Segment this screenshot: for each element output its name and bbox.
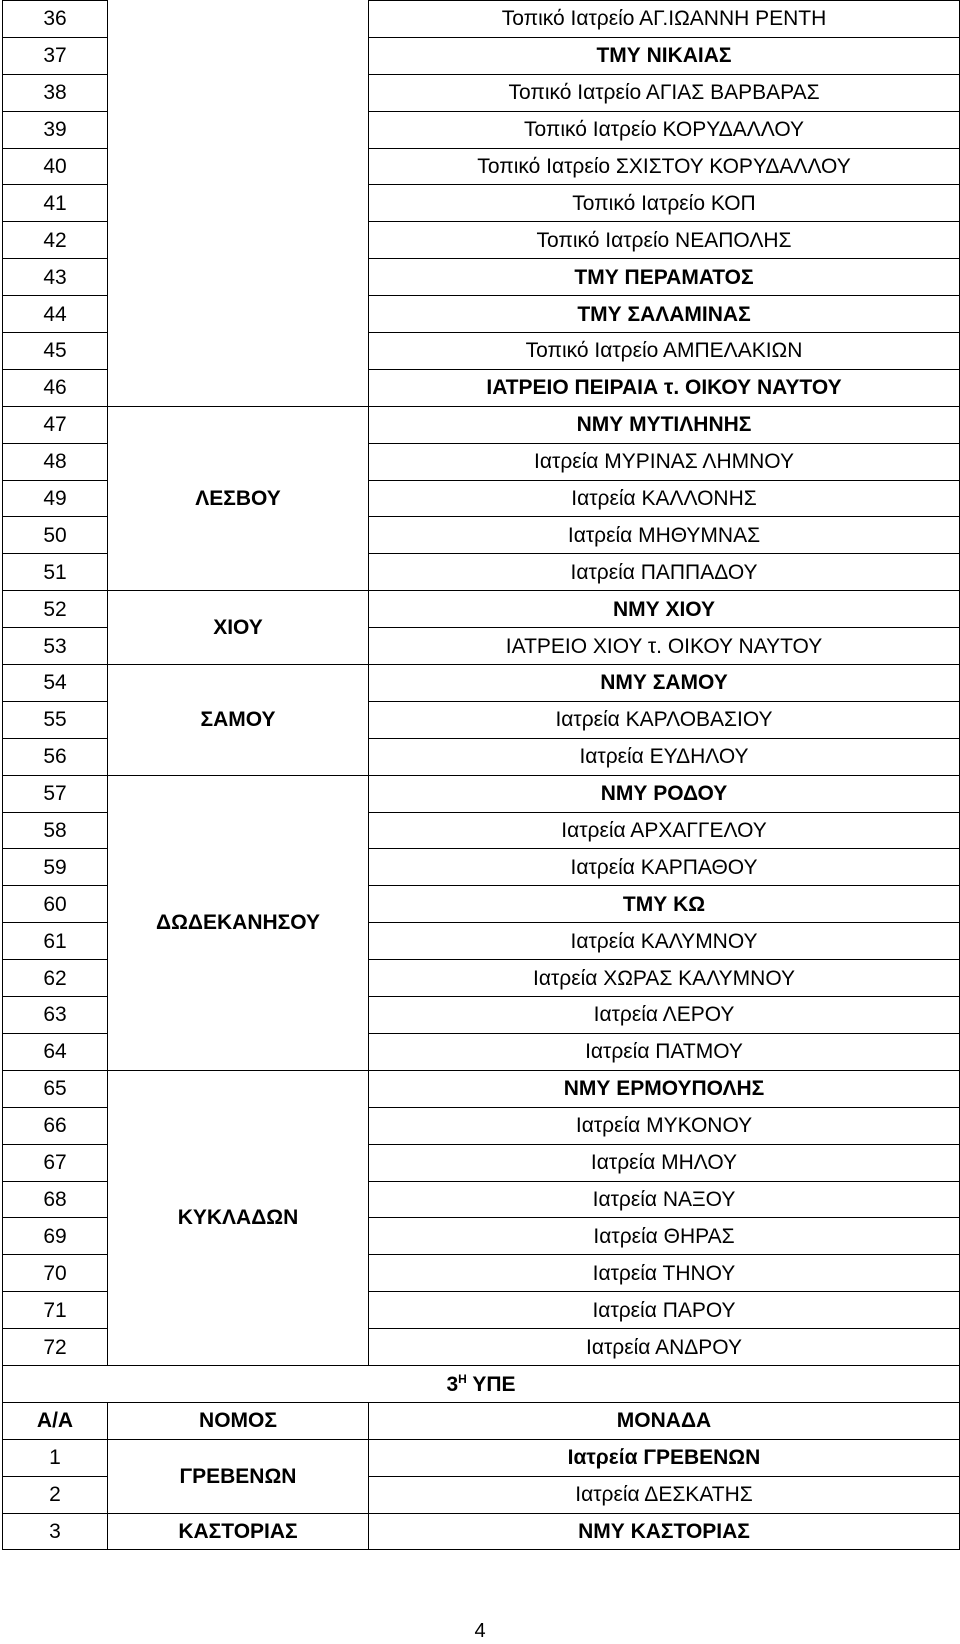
unit-name: Ιατρεία ΕΥΔΗΛΟΥ [369,738,960,775]
row-number: 62 [3,960,108,997]
unit-name: ΤΜΥ ΚΩ [369,886,960,923]
unit-name: ΤΜΥ ΣΑΛΑΜΙΝΑΣ [369,296,960,333]
table-row [3,775,960,812]
row-number: 1 [3,1439,108,1476]
unit-name: Τοπικό Ιατρείο ΑΓ.ΙΩΑΝΝΗ ΡΕΝΤΗ [369,1,960,38]
row-number: 42 [3,222,108,259]
unit-name: Ιατρεία ΚΑΛΥΜΝΟΥ [369,923,960,960]
header-nomos: ΝΟΜΟΣ [108,1402,369,1439]
row-number: 71 [3,1292,108,1329]
section-label: ΥΠΕ [472,1372,516,1396]
row-number: 72 [3,1329,108,1366]
unit-name: Ιατρεία ΜΗΘΥΜΝΑΣ [369,517,960,554]
nomos-samou: ΣΑΜΟΥ [108,665,369,776]
row-number: 2 [3,1476,108,1513]
row-number: 50 [3,517,108,554]
section-number: 3 [446,1372,459,1396]
nomos-kykladon: ΚΥΚΛΑΔΩΝ [108,1070,369,1365]
table-row [3,1,960,38]
unit-name: Ιατρεία ΠΑΤΜΟΥ [369,1033,960,1070]
header-monada: ΜΟΝΑΔΑ [369,1402,960,1439]
unit-name: Τοπικό Ιατρείο ΑΓΙΑΣ ΒΑΡΒΑΡΑΣ [369,74,960,111]
unit-name: Ιατρεία ΝΑΞΟΥ [369,1181,960,1218]
unit-name: Τοπικό Ιατρείο ΚΟΡΥΔΑΛΛΟΥ [369,111,960,148]
row-number: 41 [3,185,108,222]
nomos-lesvou: ΛΕΣΒΟΥ [108,406,369,590]
row-number: 64 [3,1033,108,1070]
unit-name: Ιατρεία ΑΝΔΡΟΥ [369,1329,960,1366]
row-number: 61 [3,923,108,960]
unit-name: Ιατρεία ΓΡΕΒΕΝΩΝ [369,1439,960,1476]
unit-name: Ιατρεία ΘΗΡΑΣ [369,1218,960,1255]
row-number: 54 [3,665,108,702]
row-number: 40 [3,148,108,185]
table-row [3,406,960,443]
row-number: 52 [3,591,108,628]
unit-name: ΝΜΥ ΚΑΣΤΟΡΙΑΣ [369,1513,960,1550]
row-number: 51 [3,554,108,591]
unit-name: Ιατρεία ΧΩΡΑΣ ΚΑΛΥΜΝΟΥ [369,960,960,997]
row-number: 55 [3,701,108,738]
header-aa: Α/Α [3,1402,108,1439]
unit-name: ΤΜΥ ΝΙΚΑΙΑΣ [369,37,960,74]
unit-name: Τοπικό Ιατρείο ΑΜΠΕΛΑΚΙΩΝ [369,333,960,370]
row-number: 58 [3,812,108,849]
unit-name: Ιατρεία ΜΥΡΙΝΑΣ ΛΗΜΝΟΥ [369,443,960,480]
section-row [3,1365,960,1402]
unit-name: ΝΜΥ ΡΟΔΟΥ [369,775,960,812]
table-row [3,665,960,702]
row-number: 65 [3,1070,108,1107]
unit-name: ΝΜΥ ΜΥΤΙΛΗΝΗΣ [369,406,960,443]
row-number: 46 [3,369,108,406]
unit-name: Τοπικό Ιατρείο ΣΧΙΣΤΟΥ ΚΟΡΥΔΑΛΛΟΥ [369,148,960,185]
nomos-kastorias: ΚΑΣΤΟΡΙΑΣ [108,1513,369,1550]
section-superscript: Η [458,1371,467,1386]
unit-name: Ιατρεία ΛΕΡΟΥ [369,997,960,1034]
unit-name: ΤΜΥ ΠΕΡΑΜΑΤΟΣ [369,259,960,296]
unit-name: Ιατρεία ΚΑΛΛΟΝΗΣ [369,480,960,517]
row-number: 37 [3,37,108,74]
nomos-dodekanisou: ΔΩΔΕΚΑΝΗΣΟΥ [108,775,369,1070]
table-row [3,591,960,628]
unit-name: Ιατρεία ΜΥΚΟΝΟΥ [369,1107,960,1144]
row-number: 60 [3,886,108,923]
nomos-chiou: ΧΙΟΥ [108,591,369,665]
unit-name: ΙΑΤΡΕΙΟ ΧΙΟΥ τ. ΟΙΚΟΥ ΝΑΥΤΟΥ [369,628,960,665]
unit-name: Ιατρεία ΜΗΛΟΥ [369,1144,960,1181]
row-number: 70 [3,1255,108,1292]
unit-name: Ιατρεία ΔΕΣΚΑΤΗΣ [369,1476,960,1513]
row-number: 45 [3,333,108,370]
unit-name: Ιατρεία ΑΡΧΑΓΓΕΛΟΥ [369,812,960,849]
row-number: 63 [3,997,108,1034]
row-number: 56 [3,738,108,775]
section-title [3,1365,960,1402]
unit-name: ΝΜΥ ΧΙΟΥ [369,591,960,628]
row-number: 68 [3,1181,108,1218]
table-row [3,1439,960,1476]
row-number: 47 [3,406,108,443]
unit-name: Ιατρεία ΠΑΠΠΑΔΟΥ [369,554,960,591]
row-number: 48 [3,443,108,480]
unit-name: Ιατρεία ΤΗΝΟΥ [369,1255,960,1292]
unit-name: Τοπικό Ιατρείο ΚΟΠ [369,185,960,222]
unit-name: ΙΑΤΡΕΙΟ ΠΕΙΡΑΙΑ τ. ΟΙΚΟΥ ΝΑΥΤΟΥ [369,369,960,406]
nomos-grevenon: ΓΡΕΒΕΝΩΝ [108,1439,369,1513]
unit-name: ΝΜΥ ΕΡΜΟΥΠΟΛΗΣ [369,1070,960,1107]
unit-name: ΝΜΥ ΣΑΜΟΥ [369,665,960,702]
row-number: 39 [3,111,108,148]
row-number: 69 [3,1218,108,1255]
row-number: 36 [3,1,108,38]
units-table [2,0,960,1550]
row-number: 49 [3,480,108,517]
row-number: 57 [3,775,108,812]
table-row [3,1070,960,1107]
row-number: 44 [3,296,108,333]
header-row [3,1402,960,1439]
row-number: 59 [3,849,108,886]
row-number: 53 [3,628,108,665]
row-number: 38 [3,74,108,111]
row-number: 43 [3,259,108,296]
row-number: 3 [3,1513,108,1550]
row-number: 66 [3,1107,108,1144]
nomos-cell [108,1,369,407]
unit-name: Τοπικό Ιατρείο ΝΕΑΠΟΛΗΣ [369,222,960,259]
page-number: 4 [474,1620,486,1642]
row-number: 67 [3,1144,108,1181]
table-row [3,1513,960,1550]
unit-name: Ιατρεία ΠΑΡΟΥ [369,1292,960,1329]
unit-name: Ιατρεία ΚΑΡΛΟΒΑΣΙΟΥ [369,701,960,738]
unit-name: Ιατρεία ΚΑΡΠΑΘΟΥ [369,849,960,886]
